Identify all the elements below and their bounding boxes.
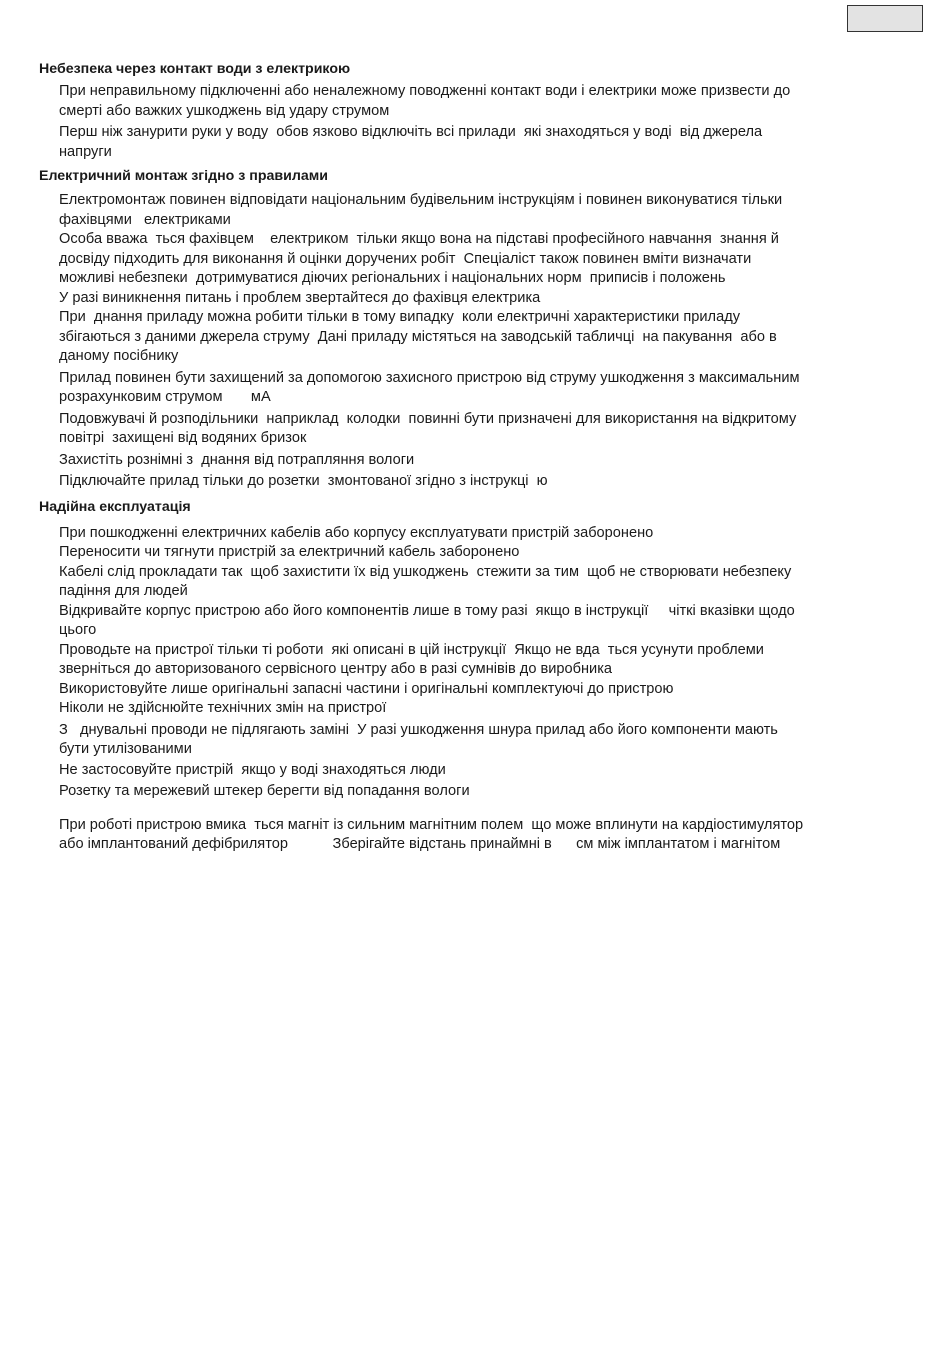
paragraph: Переносити чи тягнути пристрій за електричний кабель заборонено <box>59 544 520 560</box>
paragraph: Відкривайте корпус пристрою або його компонентів лише в тому разі якщо в інструкції чіткі вказівки щодо цього <box>59 602 795 638</box>
paragraph: Перш ніж занурити руки у воду обов язково відключіть всі прилади які знаходяться у воді від джерела напруги <box>59 124 763 160</box>
paragraph: При днання приладу можна робити тільки в тому випадку коли електричні характеристики приладу збігаються з даними джерела струму Дані приладу містяться на заводській табличці на пакування або в даному посібнику <box>59 309 777 364</box>
language-tab-box <box>847 5 923 32</box>
paragraph: Прилад повинен бути захищений за допомогою захисного пристрою від струму ушкодження з максимальним розрахунковим струмом мА <box>59 369 800 405</box>
paragraph: Подовжувачі й розподільники наприклад колодки повинні бути призначені для використання на відкритому повітрі захищені від водяних бризок <box>59 410 797 446</box>
section-title-water-electric-danger: Небезпека через контакт води з електрикою <box>39 61 351 77</box>
paragraph: Використовуйте лише оригінальні запасні частини і оригінальні комплектуючі до пристрою <box>59 680 674 697</box>
section-title-safe-operation: Надійна експлуатація <box>39 498 191 515</box>
section-title-electrical-installation: Електричний монтаж згідно з правилами <box>39 168 328 184</box>
paragraph: Ніколи не здійснюйте технічних змін на пристрої <box>59 700 387 716</box>
paragraph: Розетку та мережевий штекер берегти від попадання вологи <box>59 783 470 799</box>
magnet-implant-warning: При роботі пристрою вмика ться магніт із сильним магнітним полем що може вплинути на кардіостимулятор або імплантований дефібрилятор Зберігайте відстань принаймні в см між імплантатом і магнітом <box>59 816 804 852</box>
paragraph: Захистіть рознімні з днання від потрапляння вологи <box>59 451 415 468</box>
paragraph: Не застосовуйте пристрій якщо у воді знаходяться люди <box>59 761 446 778</box>
paragraph: Підключайте прилад тільки до розетки змонтованої згідно з інструкці ю <box>59 473 548 489</box>
paragraph: Особа вважа ться фахівцем електриком тільки якщо вона на підставі професійного навчання знання й досвіду підходить для виконання й оцінки доручених робіт Спеціаліст також повинен вміти визначати можливі небезпеки дотримуватися діючих регіональних і національних норм приписів і положень <box>59 231 779 286</box>
document-body <box>39 60 924 855</box>
paragraph: Електромонтаж повинен відповідати національним будівельним інструкціям і повинен виконуватися тільки фахівцями електриками <box>59 192 783 228</box>
paragraph: При пошкодженні електричних кабелів або корпусу експлуатувати пристрій заборонено <box>59 524 654 541</box>
paragraph: У разі виникнення питань і проблем звертайтеся до фахівця електрика <box>59 289 541 306</box>
paragraph: Кабелі слід прокладати так щоб захистити їх від ушкоджень стежити за тим щоб не створювати небезпеку падіння для людей <box>59 563 792 599</box>
paragraph: При неправильному підключенні або неналежному поводженні контакт води і електрики може призвести до смерті або важких ушкоджень від удару струмом <box>59 83 791 119</box>
paragraph: З днувальні проводи не підлягають заміні У разі ушкодження шнура прилад або його компоненти мають бути утилізованими <box>59 721 778 757</box>
paragraph: Проводьте на пристрої тільки ті роботи які описані в цій інструкції Якщо не вда ться усунути проблеми зверніться до авторизованого сервісного центру або в разі сумнівів до виробника <box>59 641 764 677</box>
